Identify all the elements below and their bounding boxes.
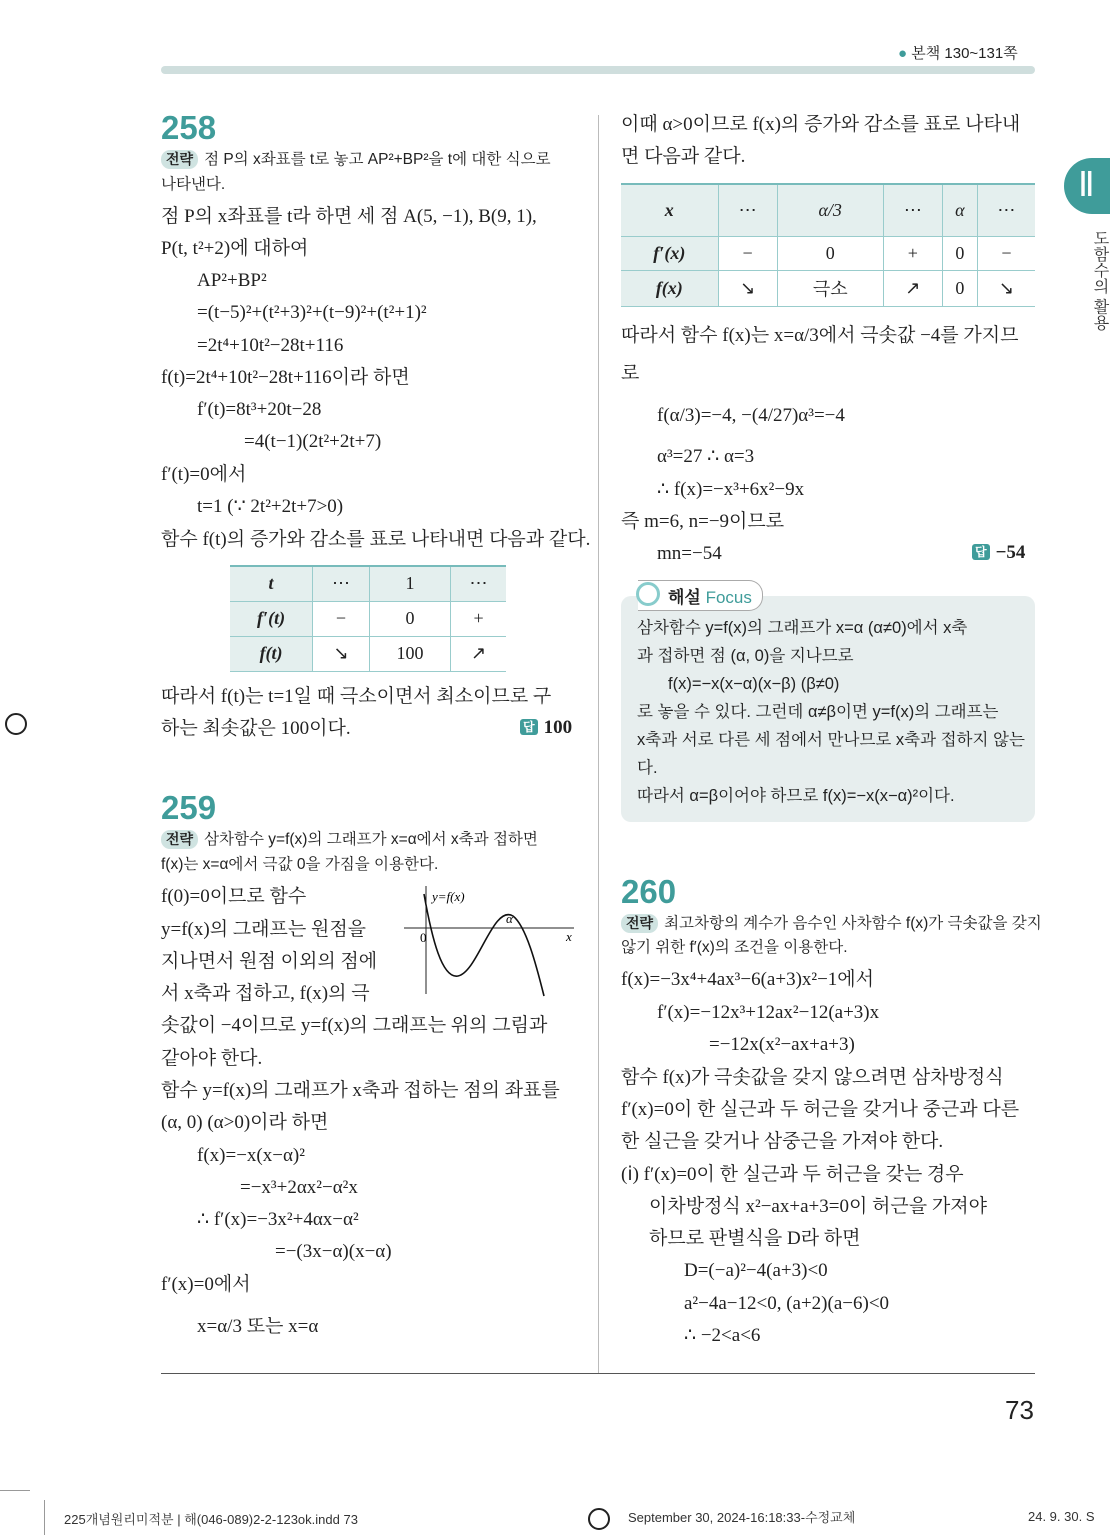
answer xyxy=(520,717,572,739)
table-cell: ↘ xyxy=(977,270,1035,306)
footer-timestamp: September 30, 2024-16:18:33-수정교체 xyxy=(628,1510,856,1525)
solution-line: 솟값이 −4이므로 y=f(x)의 그래프는 위의 그림과 xyxy=(161,1015,548,1036)
solution-line: 하는 최솟값은 100이다. xyxy=(161,718,351,739)
problem-number: 260 xyxy=(621,873,677,910)
solution-line: 지나면서 원점 이외의 점에 xyxy=(161,951,378,972)
table-cell: f′(t) xyxy=(230,601,313,636)
table-cell: f′(x) xyxy=(621,236,718,270)
focus-line: 로 놓을 수 있다. 그런데 α≠β이면 y=f(x)의 그래프는 xyxy=(637,703,999,721)
focus-title xyxy=(638,580,763,611)
focus-line: 다. xyxy=(637,759,658,777)
origin-label: 0 xyxy=(420,930,427,945)
footer-tick xyxy=(44,1500,45,1535)
reference-text: 본책 130~131쪽 xyxy=(911,45,1018,62)
solution-line: 서 x축과 접하고, f(x)의 극 xyxy=(161,983,370,1004)
focus-line: 따라서 α=β이어야 하므로 f(x)=−x(x−α)²이다. xyxy=(637,787,955,805)
table-cell: 100 xyxy=(369,636,450,671)
x-axis-label: x xyxy=(566,929,572,944)
page-number: 73 xyxy=(1005,1395,1034,1425)
solution-line: =2t⁴+10t²−28t+116 xyxy=(197,335,344,356)
solution-line: 따라서 함수 f(x)는 x=α/3에서 극솟값 −4를 가지므 xyxy=(621,325,1019,346)
solution-line: a²−4a−12<0, (a+2)(a−6)<0 xyxy=(684,1293,890,1314)
answer-badge: 답 xyxy=(972,544,990,560)
table-cell: α xyxy=(942,184,977,236)
solution-line: t=1 (∵ 2t²+2t+7>0) xyxy=(197,496,344,517)
focus-line: f(x)=−x(x−α)(x−β) (β≠0) xyxy=(668,675,840,693)
solution-line: f′(x)=0에서 xyxy=(161,1274,251,1295)
solution-line: ∴ −2<a<6 xyxy=(684,1325,761,1346)
answer-value: −54 xyxy=(995,542,1026,563)
registration-mark-icon xyxy=(5,713,27,735)
solution-line: D=(−a)²−4(a+3)<0 xyxy=(684,1260,828,1281)
solution-line: 따라서 f(t)는 t=1일 때 극소이면서 최소이므로 구 xyxy=(161,686,552,707)
solution-line: 이때 α>0이므로 f(x)의 증가와 감소를 표로 나타내 xyxy=(621,114,1021,135)
table-cell: f(t) xyxy=(230,636,313,671)
target-icon xyxy=(636,582,660,606)
table-cell: ↗ xyxy=(451,636,506,671)
cubic-graph xyxy=(398,884,580,1000)
strategy-badge: 전략 xyxy=(621,914,658,933)
solution-line: f′(t)=0에서 xyxy=(161,464,247,485)
solution-line: 한 실근을 갖거나 삼중근을 가져야 한다. xyxy=(621,1131,944,1152)
table-cell: 0 xyxy=(369,601,450,636)
answer-badge: 답 xyxy=(520,719,538,735)
solution-line: ∴ f′(x)=−3x²+4αx−α² xyxy=(197,1209,359,1230)
table-cell: ↗ xyxy=(883,270,942,306)
table-cell: 극소 xyxy=(777,270,883,306)
solution-line: mn=−54 xyxy=(657,543,722,564)
bullet-icon: ● xyxy=(898,45,912,62)
focus-line: 삼차함수 y=f(x)의 그래프가 x=α (α≠0)에서 x축 xyxy=(637,619,968,637)
table-cell: − xyxy=(313,601,370,636)
solution-line: (α, 0) (α>0)이라 하면 xyxy=(161,1112,329,1133)
side-tab xyxy=(1064,158,1110,214)
table-cell: 1 xyxy=(369,566,450,601)
solution-line: =(t−5)²+(t²+3)²+(t−9)²+(t²+1)² xyxy=(197,302,427,323)
strategy-line: f(x)는 x=α에서 극값 0을 가짐을 이용한다. xyxy=(161,856,439,873)
solution-line: ∴ f(x)=−x³+6x²−9x xyxy=(657,479,805,500)
strategy-line xyxy=(621,913,1042,935)
solution-line: 같아야 한다. xyxy=(161,1048,263,1069)
side-tab-label: 도함수의 활용 xyxy=(1091,230,1108,331)
solution-line: P(t, t²+2)에 대하여 xyxy=(161,238,309,259)
chapter-numeral: Ⅱ xyxy=(1078,167,1095,204)
table-cell: ⋯ xyxy=(718,184,777,236)
header-bar xyxy=(161,66,1035,74)
strategy-line: 나타낸다. xyxy=(161,176,226,193)
solution-line: 면 다음과 같다. xyxy=(621,146,746,167)
curve xyxy=(424,894,544,996)
solution-line: 함수 y=f(x)의 그래프가 x축과 접하는 점의 좌표를 xyxy=(161,1080,560,1101)
solution-line: y=f(x)의 그래프는 원점을 xyxy=(161,919,367,940)
column-divider xyxy=(598,115,599,1373)
variation-table xyxy=(621,183,1035,307)
solution-line: 함수 f(x)가 극솟값을 갖지 않으려면 삼차방정식 xyxy=(621,1067,1004,1088)
table-cell: 0 xyxy=(942,270,977,306)
strategy-badge: 전략 xyxy=(161,150,198,169)
answer-value: 100 xyxy=(543,717,573,738)
problem-number: 258 xyxy=(161,109,217,146)
strategy-text: 최고차항의 계수가 음수인 사차함수 f(x)가 극솟값을 갖지 xyxy=(664,915,1042,932)
table-cell: ⋯ xyxy=(883,184,942,236)
answer xyxy=(972,542,1025,564)
solution-line: 함수 f(t)의 증가와 감소를 표로 나타내면 다음과 같다. xyxy=(161,529,591,550)
solution-line: f(t)=2t⁴+10t²−28t+116이라 하면 xyxy=(161,367,410,388)
alpha-label: α xyxy=(506,911,513,926)
solution-line: 이차방정식 x²−ax+a+3=0이 허근을 가져야 xyxy=(649,1196,987,1217)
bottom-rule xyxy=(161,1373,1035,1374)
table-cell: ⋯ xyxy=(313,566,370,601)
table-cell: t xyxy=(230,566,313,601)
table-cell: − xyxy=(977,236,1035,270)
table-cell: ⋯ xyxy=(977,184,1035,236)
solution-line: α³=27 ∴ α=3 xyxy=(657,446,755,467)
variation-table xyxy=(230,565,506,672)
focus-line: x축과 서로 다른 세 점에서 만나므로 x축과 접하지 않는 xyxy=(637,731,1025,749)
solution-line: 점 P의 x좌표를 t라 하면 세 점 A(5, −1), B(9, 1), xyxy=(161,206,537,227)
table-cell: − xyxy=(718,236,777,270)
solution-line: x=α/3 또는 x=α xyxy=(197,1316,319,1337)
solution-line: f(α/3)=−4, −(4/27)α³=−4 xyxy=(657,405,845,426)
table-cell: ⋯ xyxy=(451,566,506,601)
strategy-line xyxy=(161,829,538,851)
solution-line: 하므로 판별식을 D라 하면 xyxy=(649,1228,861,1249)
strategy-text: 삼차함수 y=f(x)의 그래프가 x=α에서 x축과 접하면 xyxy=(204,831,538,848)
solution-line: 로 xyxy=(621,363,640,384)
solution-line: =4(t−1)(2t²+2t+7) xyxy=(244,431,382,452)
table-cell: 0 xyxy=(942,236,977,270)
strategy-badge: 전략 xyxy=(161,830,198,849)
solution-line: 즉 m=6, n=−9이므로 xyxy=(621,511,785,532)
table-cell: x xyxy=(621,184,718,236)
solution-line: f′(x)=0이 한 실근과 두 허근을 갖거나 중근과 다른 xyxy=(621,1099,1020,1120)
table-cell: 0 xyxy=(777,236,883,270)
table-cell: ↘ xyxy=(718,270,777,306)
solution-line: f(x)=−x(x−α)² xyxy=(197,1145,305,1166)
table-cell: + xyxy=(451,601,506,636)
strategy-line xyxy=(161,149,551,171)
focus-title-text: 해설 xyxy=(668,588,701,607)
solution-line: AP²+BP² xyxy=(197,270,267,291)
table-cell: α/3 xyxy=(777,184,883,236)
footer-date: 24. 9. 30. S xyxy=(1028,1509,1095,1524)
table-cell: + xyxy=(883,236,942,270)
solution-line: f(x)=−3x⁴+4ax³−6(a+3)x²−1에서 xyxy=(621,969,875,990)
solution-line: =−(3x−α)(x−α) xyxy=(275,1241,392,1262)
solution-line: (ⅰ) f′(x)=0이 한 실근과 두 허근을 갖는 경우 xyxy=(621,1164,964,1185)
solution-line: =−12x(x²−ax+a+3) xyxy=(709,1034,855,1055)
table-cell: ↘ xyxy=(313,636,370,671)
problem-number: 259 xyxy=(161,789,217,826)
footer-file: 225개념원리미적분 | 해(046-089)2-2-123ok.indd 73 xyxy=(64,1512,358,1527)
focus-title-accent: Focus xyxy=(705,588,752,607)
registration-mark-icon xyxy=(588,1508,610,1530)
solution-line: f′(x)=−12x³+12ax²−12(a+3)x xyxy=(657,1002,880,1023)
solution-line: =−x³+2αx²−α²x xyxy=(240,1177,358,1198)
table-cell: f(x) xyxy=(621,270,718,306)
strategy-text: 점 P의 x좌표를 t로 놓고 AP²+BP²을 t에 대한 식으로 xyxy=(204,151,551,168)
book-reference xyxy=(898,42,1018,63)
curve-label: y=f(x) xyxy=(432,889,465,904)
focus-line: 과 접하면 점 (α, 0)을 지나므로 xyxy=(637,647,854,665)
solution-line: f′(t)=8t³+20t−28 xyxy=(197,399,322,420)
solution-line: f(0)=0이므로 함수 xyxy=(161,886,307,907)
footer-rule xyxy=(0,1490,30,1491)
strategy-line: 않기 위한 f′(x)의 조건을 이용한다. xyxy=(621,939,848,956)
